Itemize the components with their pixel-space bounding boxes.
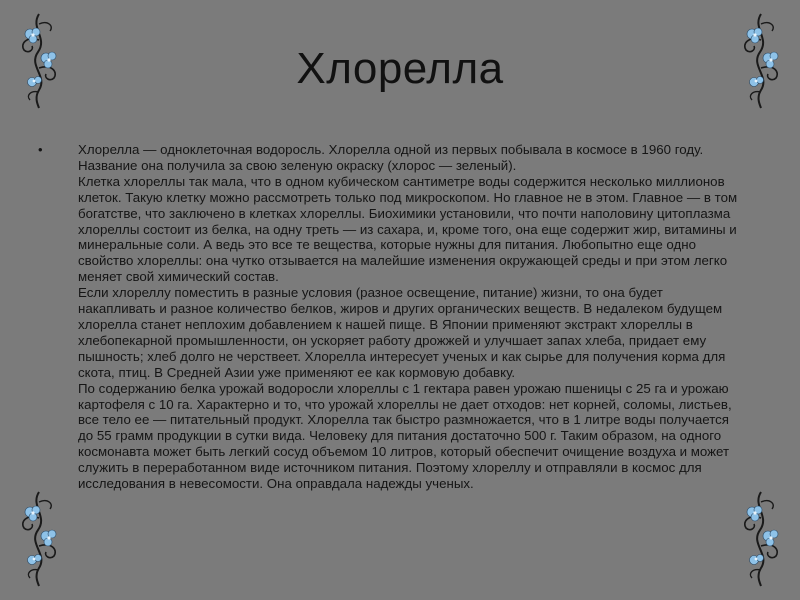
- bullet-marker: •: [38, 142, 43, 157]
- paragraph-yield: По содержанию белка урожай водоросли хлореллы с 1 гектара равен урожаю пшеницы с 25 га и урожаю картофеля с 10 га. Характерно и то, что урожай хлореллы не дает отходов: нет корней, соломы, листьев, все тело ее — питательный продукт. Хлорелла так быстро размножается, что в 1 литре воды получается до 55 грамм продукции в сутки вида. Человеку для питания достаточно 500 г. Таким образом, на одного космонавта может быть легкий сосуд объемом 10 литров, который обеспечит очищение воздуха и может служить в переработанном виде источником питания. Поэтому хлореллу и отправляли в космос для исследования в невесомости. Она оправдала надежды ученых.: [78, 380, 736, 492]
- floral-ornament-icon: [8, 488, 70, 588]
- slide-title: Хлорелла: [296, 44, 504, 93]
- paragraph-intro: Хлорелла — одноклеточная водоросль. Хлорелла одной из первых побывала в космосе в 1960 году. Название она получила за свою зеленую окраску (хлорос — зеленый).: [78, 142, 707, 173]
- floral-ornament-icon: [730, 488, 792, 588]
- slide-body: [38, 142, 741, 492]
- paragraph-cell: Клетка хлореллы так мала, что в одном кубическом сантиметре воды содержится несколько миллионов клеток. Такую клетку можно рассмотреть только под микроскопом. Но главное не в этом. Главное — в том богатстве, что заключено в клетках хлореллы. Биохимики установили, что почти наполовину цитоплазма хлореллы состоит из белка, на одну треть — из сахара, и, кроме того, она еще содержит жир, витамины и минеральные соли. А ведь это все те вещества, которые нужны для питания. Любопытно еще одно свойство хлореллы: она чутко отзывается на малейшие изменения окружающей среды и при этом легко меняет свой химический состав.: [78, 173, 741, 285]
- body-text: [78, 142, 741, 492]
- paragraph-conditions: Если хлореллу поместить в разные условия (разное освещение, питание) жизни, то она будет накапливать и разное количество белков, жиров и других органических веществ. В недалеком будущем хлорелла станет неплохим добавлением к нашей пище. В Японии применяют экстракт хлореллы в хлебопекарной промышленности, он ускоряет работу дрожжей и улучшает запах хлеба, придает ему пышность; хлеб долго не черствеет. Хлорелла интересует ученых и как сырье для получения корма для скота, птиц. В Средней Азии уже применяют ее как кормовую добавку.: [78, 285, 730, 380]
